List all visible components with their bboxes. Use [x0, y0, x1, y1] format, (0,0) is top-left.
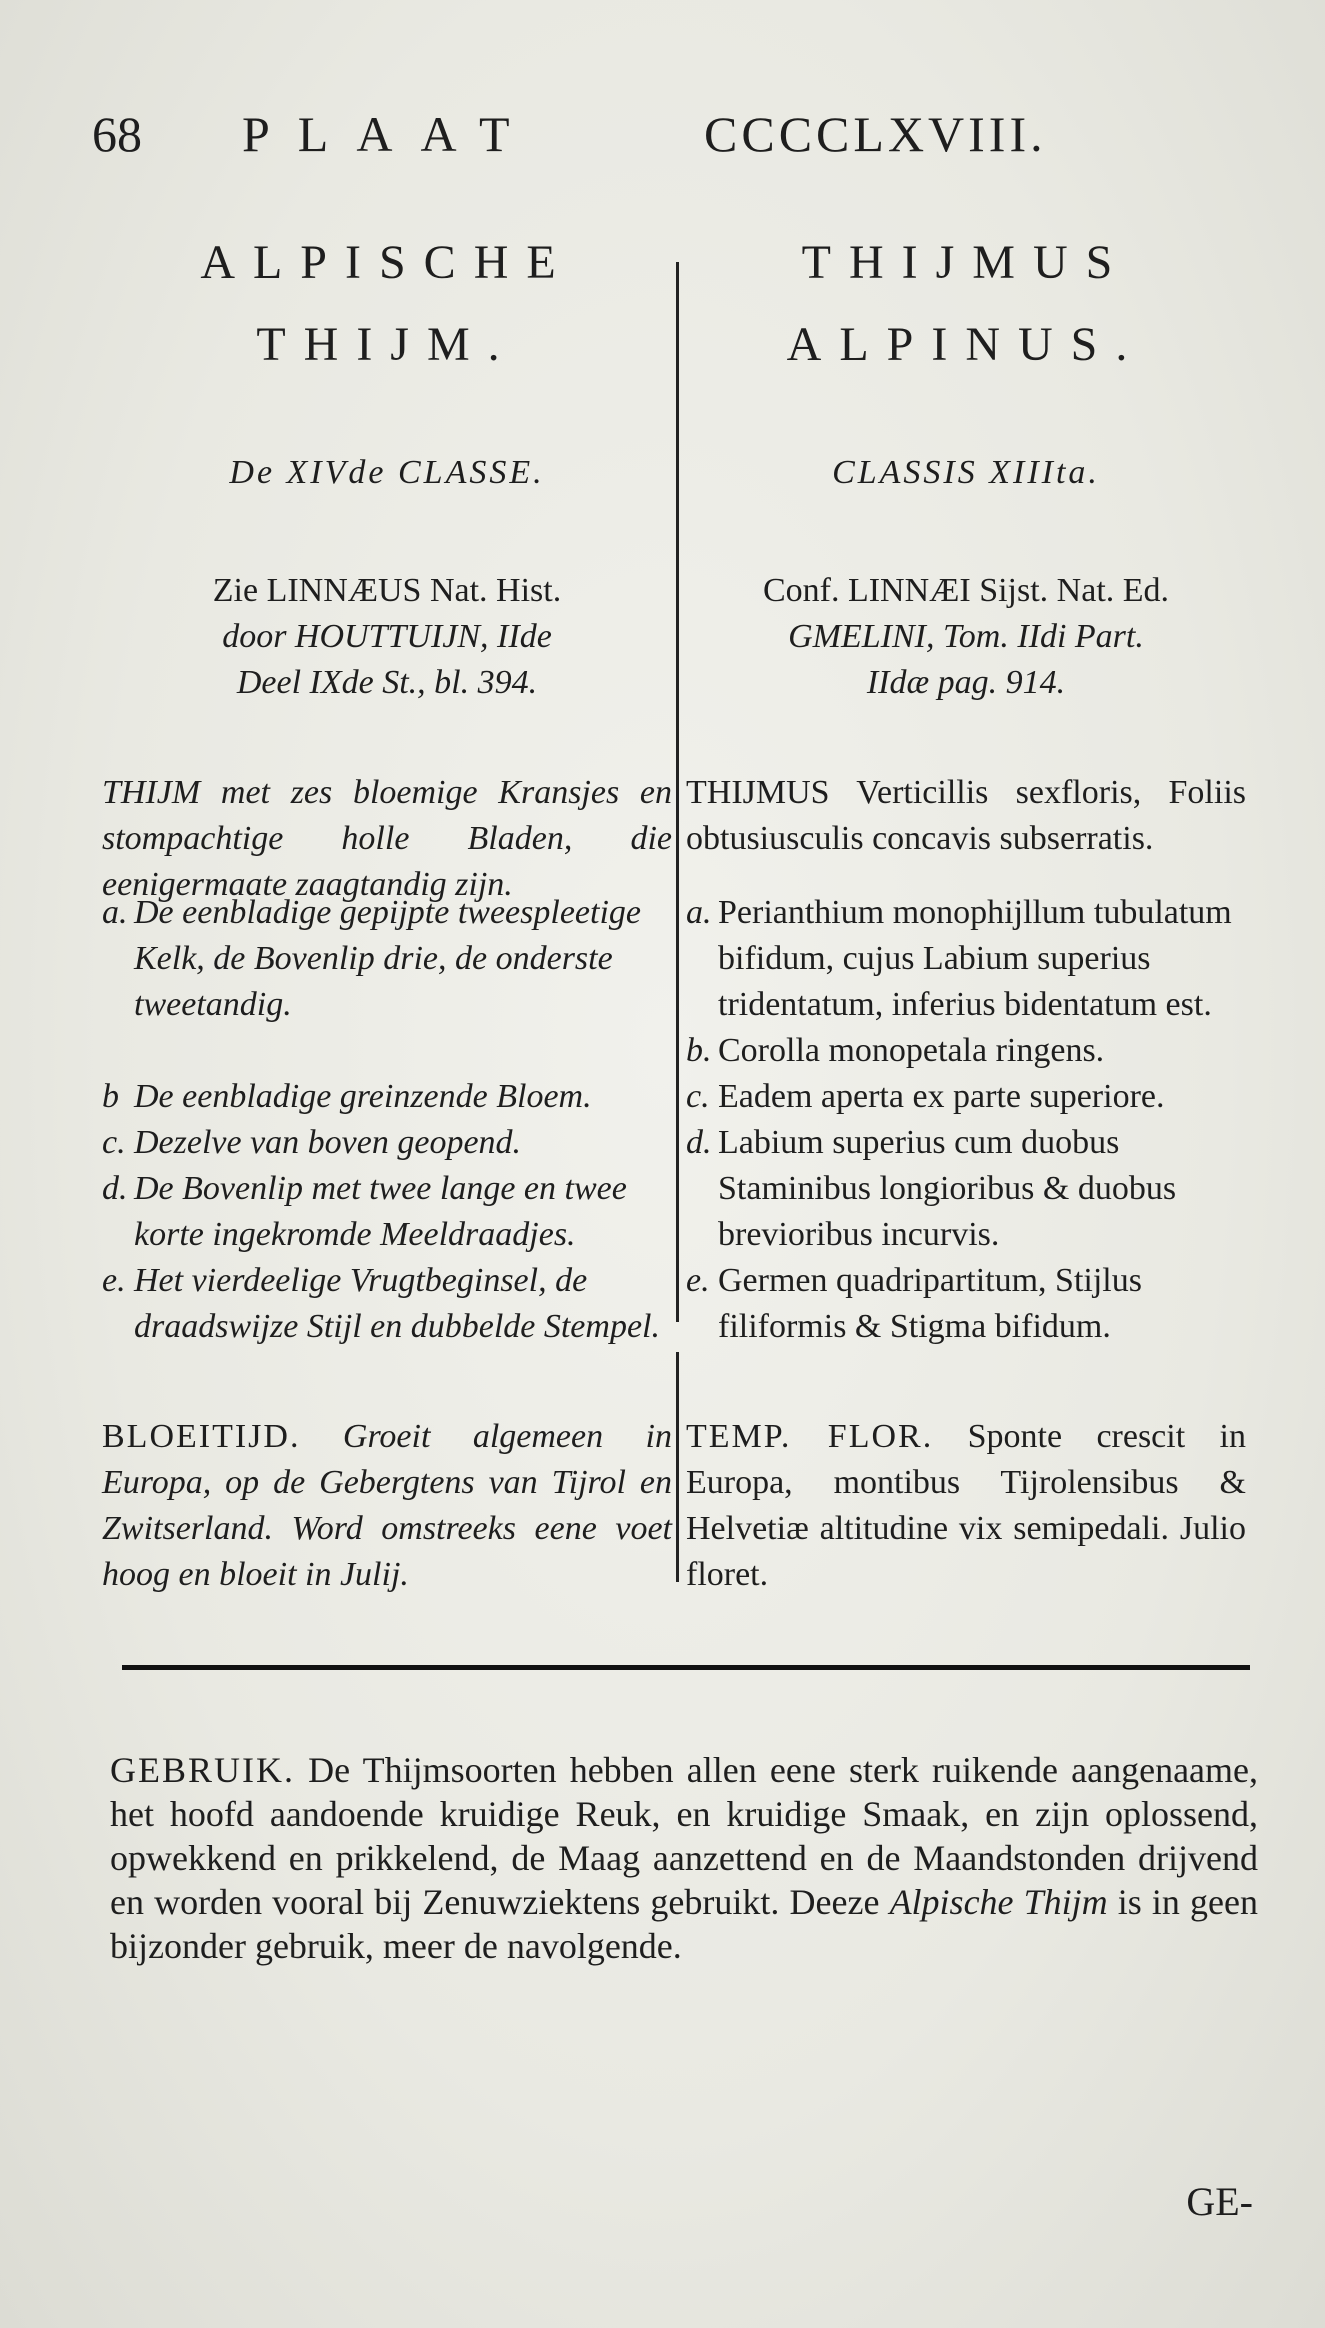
- right-item-e-label: e.: [686, 1262, 710, 1299]
- right-ref-line1: Conf. LINNÆI Sijst. Nat. Ed.: [762, 572, 1170, 609]
- left-title-line2: THIJM.: [256, 318, 518, 371]
- left-item-e-text: Het vierdeelige Vrugtbeginsel, de draadswijze Stijl en dubbelde Stempel.: [134, 1262, 660, 1345]
- page-number: 68: [92, 106, 142, 162]
- right-item-e: [686, 1258, 1246, 1350]
- left-item-a-text: De eenbladige gepijpte tweespleetige Kelk, de Bovenlip drie, de onderste tweetandig.: [134, 894, 641, 1023]
- column-divider-upper: [676, 262, 679, 1322]
- left-item-b-text: De eenbladige greinzende Bloem.: [134, 1078, 592, 1115]
- right-item-c-text: Eadem aperta ex parte superiore.: [718, 1078, 1165, 1115]
- left-item-a: [102, 890, 672, 1028]
- right-item-b-label: b.: [686, 1032, 712, 1069]
- left-item-d-text: De Bovenlip met twee lange en twee korte ingekromde Meeldraadjes.: [134, 1170, 627, 1253]
- left-item-c: [102, 1120, 672, 1166]
- running-title: PLAAT: [242, 106, 538, 162]
- left-ref-line3: Deel IXde St., bl. 394.: [236, 664, 538, 701]
- left-ref-line2: door HOUTTUIJN, IIde: [222, 618, 552, 655]
- right-ref-line3: IIdæ pag. 914.: [866, 664, 1066, 701]
- gebruik-text-after: is in geen bijzonder gebruik, meer de navolgende.: [110, 1882, 1259, 1966]
- left-item-a-label: a.: [102, 894, 128, 931]
- right-item-list: [686, 890, 1246, 1350]
- right-temp-flor-text: Sponte crescit in Europa, montibus Tijrolensibus & Helvetiæ altitudine vix semipedali. Julio floret.: [686, 1418, 1246, 1593]
- right-item-e-text: Germen quadripartitum, Stijlus filiformis & Stigma bifidum.: [718, 1262, 1142, 1345]
- left-reference: [102, 568, 672, 706]
- left-item-b: [102, 1074, 672, 1120]
- left-bloeitijd-label: BLOEITIJD.: [102, 1418, 301, 1455]
- right-item-b: [686, 1028, 1246, 1074]
- right-title-line1: THIJMUS: [801, 236, 1131, 289]
- left-title-line1: ALPISCHE: [200, 236, 574, 289]
- right-description: THIJMUS Verticillis sexfloris, Foliis obtusiusculis concavis subserratis.: [686, 774, 1246, 857]
- left-ref-line1: Zie LINNÆUS Nat. Hist.: [212, 572, 562, 609]
- right-classis: CLASSIS XIIIta.: [832, 454, 1100, 491]
- right-item-d-label: d.: [686, 1124, 712, 1161]
- catchword: GE-: [1186, 2179, 1253, 2224]
- left-item-e-label: e.: [102, 1262, 126, 1299]
- right-item-c: [686, 1074, 1246, 1120]
- right-item-a-label: a.: [686, 894, 712, 931]
- left-item-b-label: b: [102, 1078, 119, 1115]
- horizontal-rule: [122, 1665, 1250, 1670]
- right-item-a-text: Perianthium monophijllum tubulatum bifidum, cujus Labium superius tridentatum, inferius bidentatum est.: [718, 894, 1232, 1023]
- right-item-c-label: c.: [686, 1078, 710, 1115]
- plate-number: CCCCLXVIII.: [704, 106, 1047, 162]
- left-item-list: [102, 890, 672, 1350]
- left-classe: De XIVde CLASSE.: [229, 454, 545, 491]
- left-item-c-label: c.: [102, 1124, 126, 1161]
- right-ref-line2: GMELINI, Tom. IIdi Part.: [788, 618, 1144, 655]
- left-item-d: [102, 1166, 672, 1258]
- left-description: THIJM met zes bloemige Kransjes en stompachtige holle Bladen, die eenigermaate zaagtandig zijn.: [102, 774, 672, 903]
- left-item-c-text: Dezelve van boven geopend.: [134, 1124, 522, 1161]
- left-bloeitijd: [102, 1414, 672, 1598]
- right-item-a: [686, 890, 1246, 1028]
- gebruik-text-before: De Thijmsoorten hebben allen eene sterk ruikende aangenaame, het hoofd aandoende kruidige Reuk, en kruidige Smaak, en zijn oplossend, opwekkend en prikkelend, de Maag aanzettend en de Maandstonden drijvend en worden vooral bij Zenuwziektens gebruikt. Deeze: [110, 1750, 1259, 1922]
- right-title-line2: ALPINUS.: [786, 318, 1146, 371]
- right-reference: [686, 568, 1246, 706]
- right-item-b-text: Corolla monopetala ringens.: [718, 1032, 1105, 1069]
- column-divider-lower: [676, 1352, 679, 1582]
- gebruik-label: GEBRUIK.: [110, 1750, 295, 1790]
- gebruik-paragraph: [110, 1748, 1258, 1968]
- left-item-d-label: d.: [102, 1170, 128, 1207]
- right-temp-flor: [686, 1414, 1246, 1598]
- gebruik-italic: Alpische Thijm: [889, 1882, 1108, 1922]
- right-item-d: [686, 1120, 1246, 1258]
- right-item-d-text: Labium superius cum duobus Staminibus longioribus & duobus brevioribus incurvis.: [718, 1124, 1177, 1253]
- left-bloeitijd-text: Groeit algemeen in Europa, op de Gebergtens van Tijrol en Zwitserland. Word omstreeks eene voet hoog en bloeit in Julij.: [102, 1418, 672, 1593]
- right-temp-flor-label: TEMP. FLOR.: [686, 1418, 934, 1455]
- left-item-e: [102, 1258, 672, 1350]
